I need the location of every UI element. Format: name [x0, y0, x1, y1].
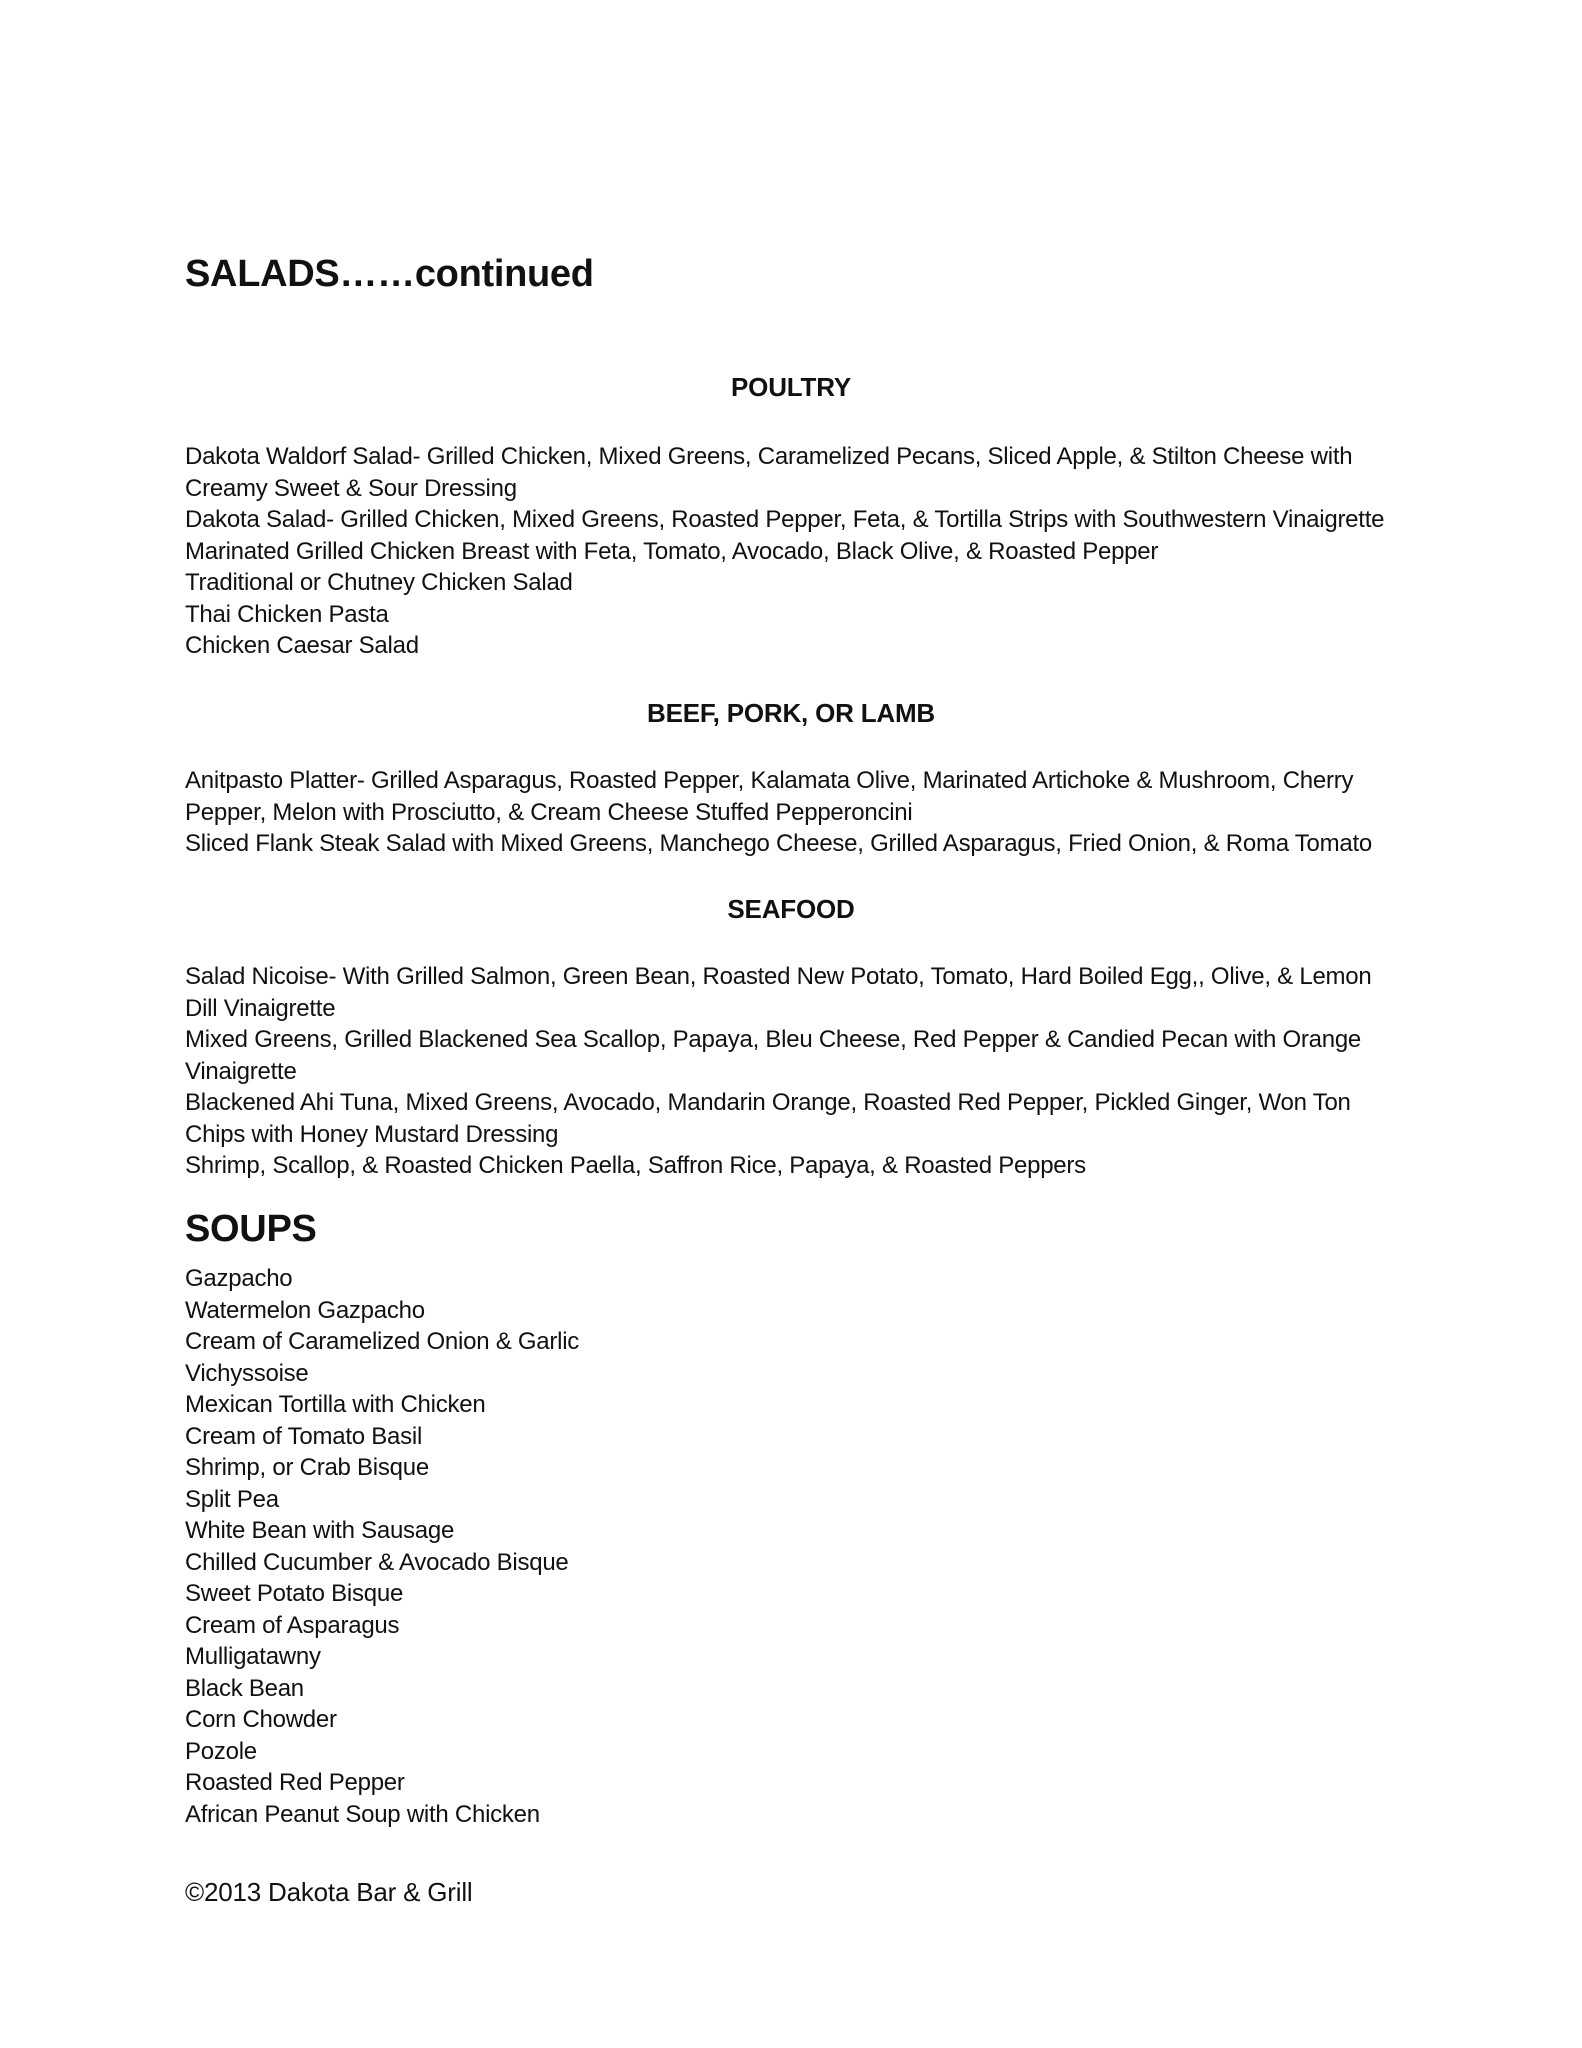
section-heading-beef-pork-lamb: BEEF, PORK, OR LAMB — [647, 698, 935, 728]
list-item: Chicken Caesar Salad — [185, 632, 419, 659]
list-item: Dakota Salad- Grilled Chicken, Mixed Greens, Roasted Pepper, Feta, & Tortilla Strips with Southwestern Vinaigrette — [185, 506, 1385, 533]
list-item: Gazpacho — [185, 1265, 293, 1292]
beef-pork-lamb-list — [185, 765, 1395, 860]
soups-heading: SOUPS — [185, 1208, 317, 1250]
soups-list — [185, 1263, 1395, 1830]
section-heading-seafood: SEAFOOD — [727, 894, 855, 924]
list-item: Cream of Tomato Basil — [185, 1422, 423, 1450]
list-item: Shrimp, or Crab Bisque — [185, 1454, 429, 1481]
list-item: Salad Nicoise- With Grilled Salmon, Green Bean, Roasted New Potato, Tomato, Hard Boiled Egg,, Olive, & Lemon Dill Vinaigrette — [185, 963, 1372, 1022]
list-item: Mixed Greens, Grilled Blackened Sea Scallop, Papaya, Bleu Cheese, Red Pepper & Candied Pecan with Orange Vinaigrette — [185, 1026, 1362, 1085]
seafood-list — [185, 961, 1395, 1182]
list-item: Roasted Red Pepper — [185, 1769, 405, 1796]
list-item: African Peanut Soup with Chicken — [185, 1800, 540, 1828]
poultry-list — [185, 441, 1395, 662]
list-item: Vichyssoise — [185, 1359, 309, 1387]
list-item: Corn Chowder — [185, 1706, 337, 1733]
list-item: Traditional or Chutney Chicken Salad — [185, 569, 573, 596]
list-item: Mulligatawny — [185, 1643, 321, 1670]
list-item: Cream of Caramelized Onion & Garlic — [185, 1328, 580, 1355]
list-item: Sliced Flank Steak Salad with Mixed Greens, Manchego Cheese, Grilled Asparagus, Fried Onion, & Roma Tomato — [185, 830, 1372, 857]
list-item: Anitpasto Platter- Grilled Asparagus, Roasted Pepper, Kalamata Olive, Marinated Artichoke & Mushroom, Cherry Pepper, Melon with Prosciutto, & Cream Cheese Stuffed Pepperoncini — [185, 767, 1354, 826]
list-item: Watermelon Gazpacho — [185, 1296, 425, 1324]
list-item: Pozole — [185, 1737, 257, 1765]
list-item: Split Pea — [185, 1485, 279, 1513]
list-item: Mexican Tortilla with Chicken — [185, 1391, 486, 1418]
list-item: White Bean with Sausage — [185, 1517, 455, 1544]
copyright-footer: ©2013 Dakota Bar & Grill — [185, 1877, 473, 1907]
list-item: Cream of Asparagus — [185, 1611, 400, 1639]
list-item: Sweet Potato Bisque — [185, 1580, 404, 1607]
list-item: Marinated Grilled Chicken Breast with Feta, Tomato, Avocado, Black Olive, & Roasted Pepper — [185, 537, 1159, 565]
list-item: Black Bean — [185, 1674, 304, 1702]
page-title: SALADS……continued — [185, 253, 594, 295]
list-item: Shrimp, Scallop, & Roasted Chicken Paella, Saffron Rice, Papaya, & Roasted Peppers — [185, 1152, 1086, 1179]
section-heading-poultry: POULTRY — [731, 372, 851, 402]
list-item: Blackened Ahi Tuna, Mixed Greens, Avocado, Mandarin Orange, Roasted Red Pepper, Pickled Ginger, Won Ton Chips with Honey Mustard Dressing — [185, 1089, 1351, 1148]
list-item: Thai Chicken Pasta — [185, 600, 389, 628]
list-item: Chilled Cucumber & Avocado Bisque — [185, 1548, 569, 1576]
list-item: Dakota Waldorf Salad- Grilled Chicken, Mixed Greens, Caramelized Pecans, Sliced Apple, & Stilton Cheese with Creamy Sweet & Sour Dressing — [185, 443, 1353, 502]
